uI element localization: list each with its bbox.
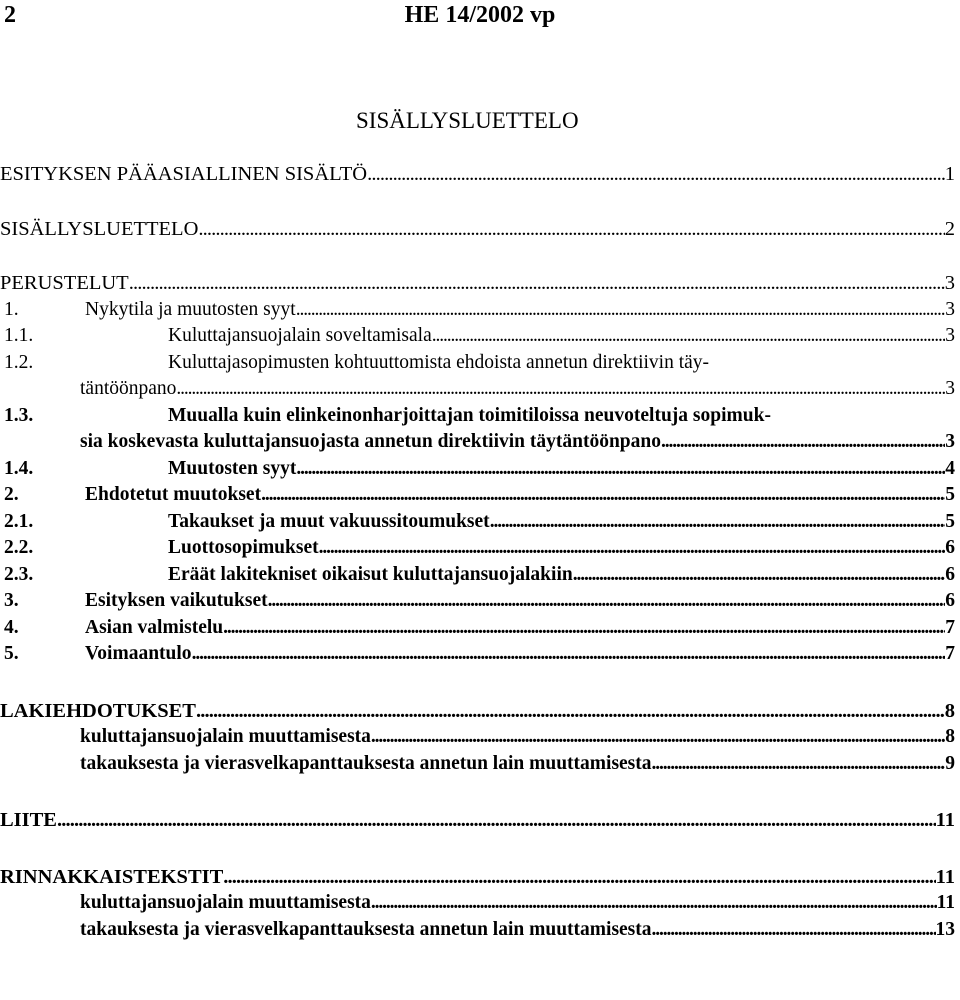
toc-entry-page: 11 [936,892,955,913]
toc-entry[interactable] [0,588,955,615]
toc-entry-page: 3 [944,272,955,294]
document-id: HE 14/2002 vp [404,2,556,28]
toc-entry-continuation[interactable] [0,376,955,403]
toc-entry-number: 1.1. [4,325,34,346]
toc-entry-page: 8 [945,726,955,747]
toc-entry-number: 2.1. [4,510,34,532]
toc-entry-page: 11 [935,865,955,888]
dot-leader [296,456,945,483]
dot-leader [319,535,946,562]
toc-entry-number: 2.2. [4,537,34,558]
table-of-contents [0,161,955,943]
toc-entry[interactable] [0,641,955,668]
dot-leader [371,724,945,751]
toc-entry-title: Eräät lakitekniset oikaisut kuluttajansuojalakiin [168,563,573,585]
toc-entry-title: Muutosten syyt [168,457,297,479]
toc-entry[interactable] [0,216,955,243]
toc-entry[interactable] [0,807,955,834]
toc-entry[interactable] [0,917,955,944]
toc-entry-number: 2.3. [4,563,34,585]
toc-entry[interactable] [0,698,955,725]
toc-entry-title-continued: täntöönpano [80,378,177,399]
toc-entry-page: 5 [945,484,955,505]
toc-entry-page: 6 [945,537,955,558]
toc-entry[interactable] [0,864,955,891]
toc-entry[interactable] [0,482,955,509]
toc-entry-number: 1. [4,298,19,320]
toc-entry-number: 5. [4,643,19,664]
toc-entry[interactable] [0,456,955,483]
toc-entry-title: Nykytila ja muutosten syyt [85,298,296,320]
dot-leader [268,588,946,615]
dot-leader [192,641,946,668]
toc-entry-page: 3 [945,378,955,399]
toc-entry-number: 1.4. [4,457,34,479]
toc-title: SISÄLLYSLUETTELO [356,108,579,133]
toc-entry-continuation[interactable] [0,429,955,456]
toc-entry-title: LAKIEHDOTUKSET [0,699,196,722]
toc-entry-title: LIITE [0,809,57,831]
toc-entry-page: 11 [935,809,955,831]
toc-entry[interactable] [0,270,955,297]
dot-leader [490,509,946,536]
toc-entry-page: 3 [945,298,955,320]
toc-entry-title: kuluttajansuojalain muuttamisesta [80,726,371,747]
toc-entry[interactable] [0,403,955,430]
toc-entry-title-continued: sia koskevasta kuluttajansuojasta annetun direktiivin täytäntöönpano [80,431,661,452]
dot-leader [223,615,945,642]
toc-entry[interactable] [0,161,955,188]
dot-leader [223,864,935,891]
toc-entry[interactable] [0,350,955,377]
toc-entry-title: Ehdotetut muutokset [85,484,262,505]
dot-leader [296,297,946,324]
toc-entry-title: ESITYKSEN PÄÄASIALLINEN SISÄLTÖ [0,163,368,185]
toc-entry[interactable] [0,890,955,917]
toc-entry-title: kuluttajansuojalain muuttamisesta [80,892,371,913]
toc-entry[interactable] [0,724,955,751]
page-header [0,0,960,30]
toc-entry[interactable] [0,297,955,324]
dot-leader [367,161,945,188]
toc-entry-number: 1.2. [4,351,34,373]
toc-entry-page: 7 [945,643,955,664]
toc-entry-page: 6 [945,590,955,611]
toc-entry[interactable] [0,615,955,642]
page-number: 2 [4,2,16,28]
toc-entry-number: 3. [4,590,19,611]
toc-entry-title: RINNAKKAISTEKSTIT [0,865,224,888]
toc-entry-page: 13 [935,918,955,940]
dot-leader [652,751,946,778]
toc-entry-title: Asian valmistelu [85,616,224,638]
toc-entry[interactable] [0,323,955,350]
dot-leader [261,482,945,509]
dot-leader [129,270,945,297]
toc-entry-page: 2 [944,217,955,240]
toc-entry-title: PERUSTELUT [0,272,129,294]
toc-entry[interactable] [0,751,955,778]
toc-entry-number: 4. [4,616,19,638]
toc-entry-title: Takaukset ja muut vakuussitoumukset [168,510,490,532]
toc-entry-page: 6 [945,563,955,585]
toc-entry-title: Esityksen vaikutukset [85,590,268,611]
dot-leader [57,807,936,834]
toc-entry-page: 9 [945,752,955,774]
dot-leader [432,323,946,350]
toc-entry-title: Muualla kuin elinkeinonharjoittajan toimitiloissa neuvoteltuja sopimuk- [168,404,771,426]
dot-leader [196,698,945,725]
toc-entry[interactable] [0,509,955,536]
dot-leader [661,429,945,456]
toc-entry-page: 8 [944,699,955,722]
toc-entry-title: takauksesta ja vierasvelkapanttauksesta annetun lain muuttamisesta [80,918,652,940]
toc-entry-page: 3 [945,325,955,346]
dot-leader [573,562,946,589]
toc-entry[interactable] [0,562,955,589]
toc-entry[interactable] [0,535,955,562]
dot-leader [652,917,936,944]
dot-leader [176,376,945,403]
toc-entry-number: 1.3. [4,404,34,426]
toc-entry-title: Voimaantulo [85,643,192,664]
toc-entry-page: 3 [945,431,955,452]
dot-leader [371,890,937,917]
toc-entry-title: SISÄLLYSLUETTELO [0,217,199,240]
toc-entry-page: 4 [945,457,955,479]
toc-entry-page: 1 [944,163,955,185]
toc-entry-page: 7 [945,616,955,638]
toc-entry-page: 5 [945,510,955,532]
toc-entry-number: 2. [4,484,19,505]
toc-entry-title: Kuluttajasopimusten kohtuuttomista ehdoista annetun direktiivin täy- [168,351,710,373]
toc-entry-title: Luottosopimukset [168,537,319,558]
toc-entry-title: takauksesta ja vierasvelkapanttauksesta annetun lain muuttamisesta [80,752,652,774]
dot-leader [198,216,944,243]
toc-entry-title: Kuluttajansuojalain soveltamisala [168,325,432,346]
